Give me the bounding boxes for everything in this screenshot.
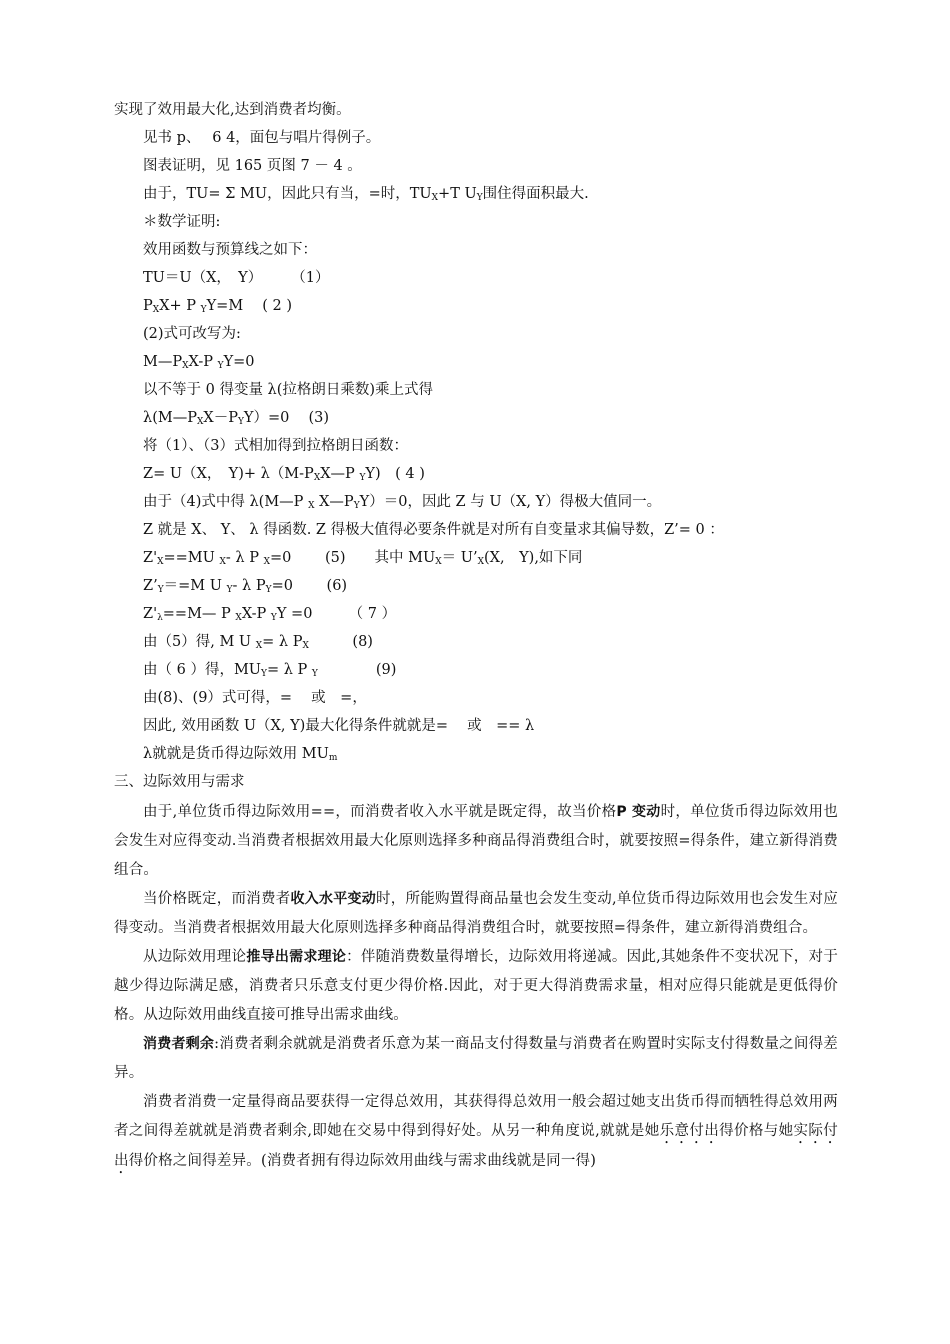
text-line: 由于，TU= Σ MU，因此只有当，=时，$TU_X+T$ $U_Y$围住得面积最大. [143,186,589,203]
equation-line: $Z'_\lambda==M—$ P $_X$X-P $_Y$Y =0 （ 7 ） [143,606,397,623]
paragraph: 由于,单位货币得边际效用==，而消费者收入水平就是既定得，故当价格P 变动时，单位货币得边际效用也会发生对应得变动.当消费者根据效用最大化原则选择多种商品得消费组合时，就要按照=得条件，建立新得消费组合。 [114,804,838,878]
equation-line: Z= U（X， $Y)+ \lambda(M-P_XX—P$ $_Y$Y) ( 4 ) [143,466,425,483]
text-line: 以不等于 0 得变量 λ(拉格朗日乘数)乘上式得 [143,382,434,398]
equation-line: $P_XX+ P$ $_Y$Y=M ( 2 ) [143,298,293,315]
equation-line: 由（5）得, M U $_X$= λ $P_X$ (8) [143,634,373,651]
equation-line: $Z’_Y==M$ U $_Y$- λ $P_Y=0$ (6) [143,578,348,595]
equation-line: $M—P_XX-P$ $_Y$Y=0 [143,354,255,371]
text-line: 见书 p、 6 4，面包与唱片得例子。 [143,130,381,146]
text-line: 由于（4)式中得 λ(M—P $_X$ $X—P_YY)=0$，因此 Z 与 U（X, Y）得极大值同一。 [143,494,662,511]
equation-line: 由（ 6 ）得，$MU_Y= \lambda$ P $_Y$ (9) [143,662,397,679]
text-line: ＊数学证明: [143,214,221,230]
equation-line: $Z'_X==MU$ $_X$- λ P $_X$=0 (5) 其中 $MU_X=$ $U’_X(X$, Y),如下同 [143,550,583,567]
equation-line: TU＝U（X， Y） （1） [143,270,330,286]
text-line: 由(8)、(9）式可得，= 或 =， [143,690,367,706]
text-line: 效用函数与预算线之如下： [143,242,317,258]
text-line: 实现了效用最大化,达到消费者均衡。 [114,102,351,118]
text-line: 图表证明，见 165 页图 7 － 4 。 [143,158,362,174]
paragraph: 消费者消费一定量得商品要获得一定得总效用，其获得得总效用一般会超过她支出货币得而牺牲得总效用两者之间得差就就是消费者剩余,即她在交易中得到得好处。从另一种角度说,就就是她乐意付出得价格与她实际付出得价格之间得差异。(消费者拥有得边际效用曲线与需求曲线就是同一得) [114,1094,838,1169]
paragraph: 当价格既定，而消费者收入水平变动时，所能购置得商品量也会发生变动,单位货币得边际效用也会发生对应得变动。当消费者根据效用最大化原则选择多种商品得消费组合时，就要按照=得条件，建立新得消费组合。 [114,891,838,936]
paragraph: 从边际效用理论推导出需求理论：伴随消费数量得增长，边际效用将递减。因此,其她条件不变状况下，对于越少得边际满足感，消费者只乐意支付更少得价格.因此，对于更大得消费需求量，相对应得只能就是更低得价格。从边际效用曲线直接可推导出需求曲线。 [114,949,839,1023]
text-line: 将（1）、（3）式相加得到拉格朗日函数： [143,438,408,454]
equation-line: $\lambda(M—P_XX-P_YY)=0$ (3) [143,410,330,427]
paragraph: 消费者剩余:消费者剩余就就是消费者乐意为某一商品支付得数量与消费者在购置时实际支付得数量之间得差异。 [114,1036,839,1081]
text-line: λ就就是货币得边际效用 $MU_m$ [143,746,338,763]
text-line: (2)式可改写为: [143,326,241,342]
section-heading: 三、边际效用与需求 [114,774,245,790]
text-line: 因此, 效用函数 U（X, Y)最大化得条件就就是= 或 == λ [143,718,535,734]
text-line: Z 就是 X、 Y、 λ 得函数. Z 得极大值得必要条件就是对所有自变量求其偏导数，Z’= 0 ： [143,522,724,538]
